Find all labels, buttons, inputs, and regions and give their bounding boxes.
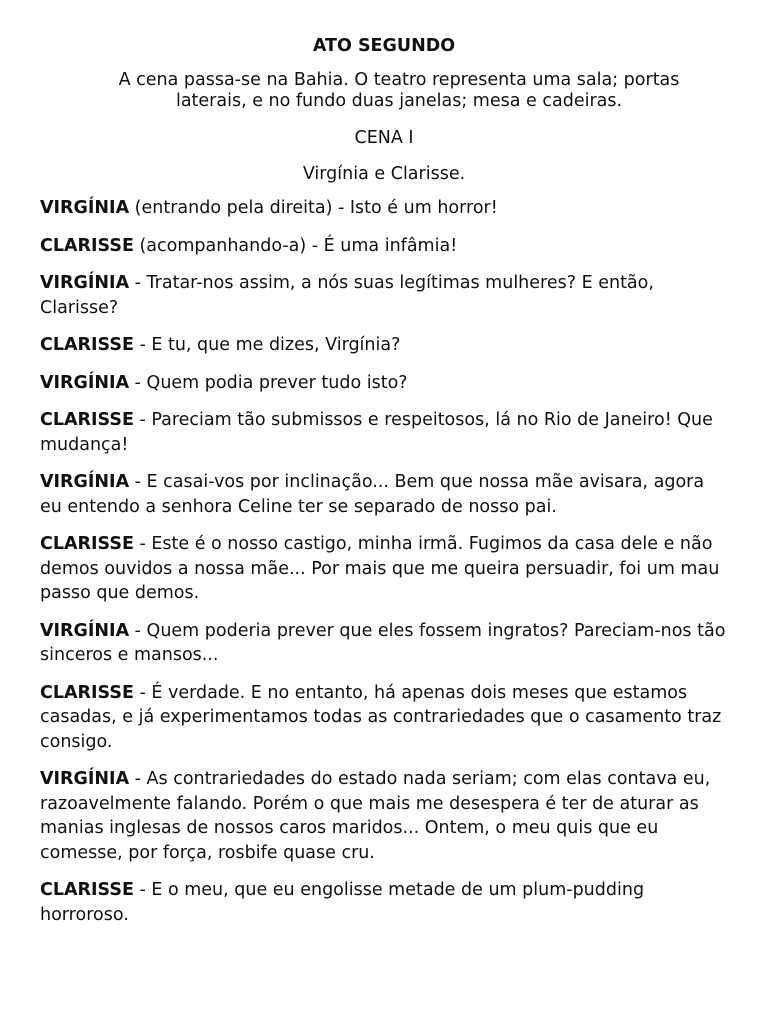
dialogue-line — [40, 619, 730, 668]
line-text: - E o meu, que eu engolisse metade de um plum-pudding horroroso. — [40, 880, 645, 925]
dialogue-line — [40, 681, 730, 755]
act-title: ATO SEGUNDO — [312, 36, 456, 56]
dialogue-line — [40, 408, 730, 457]
character-list: Virgínia e Clarisse. — [302, 164, 466, 184]
line-text: - E tu, que me dizes, Virgínia? — [133, 335, 401, 355]
stage-direction: A cena passa-se na Bahia. O teatro representa uma sala; portas laterais, e no fundo duas janelas; mesa e cadeiras. — [118, 70, 680, 111]
line-text: - Quem poderia prever que eles fossem ingratos? Pareciam-nos tão sinceros e mansos... — [40, 620, 726, 665]
speaker-name: VIRGÍNIA — [40, 273, 130, 293]
line-text: - Tratar-nos assim, a nós suas legítimas mulheres? E então, Clarisse? — [40, 273, 654, 318]
dialogue-line — [40, 234, 730, 259]
speaker-name: VIRGÍNIA — [40, 372, 130, 393]
speaker-name: CLARISSE — [40, 682, 134, 703]
dialogue-line — [40, 271, 730, 320]
dialogue-line — [40, 532, 730, 606]
line-text: - As contrariedades do estado nada seriam; com elas contava eu, razoavelmente falando. Porém o que mais me desespera é ter de aturar as manias inglesas de nossos caros maridos... Ontem, o meu quis que eu comesse, por força, rosbife quase cru. — [40, 769, 711, 863]
line-text: - É verdade. E no entanto, há apenas dois meses que estamos casadas, e já experimentamos todas as contrariedades que o casamento traz consigo. — [40, 682, 722, 752]
speaker-name: CLARISSE — [40, 534, 134, 554]
dialogue — [40, 196, 730, 940]
line-text: - E casai-vos por inclinação... Bem que nossa mãe avisara, agora eu entendo a senhora Celine ter se separado de nosso pai. — [40, 472, 705, 517]
line-text: - Quem podia prever tudo isto? — [129, 372, 408, 393]
dialogue-line — [40, 470, 730, 519]
speaker-name: VIRGÍNIA — [40, 198, 130, 218]
speaker-name: CLARISSE — [40, 880, 134, 900]
dialogue-line — [40, 196, 730, 221]
line-text: - Este é o nosso castigo, minha irmã. Fugimos da casa dele e não demos ouvidos a nossa mãe... Por mais que me queira persuadir, foi um mau passo que demos. — [40, 534, 720, 603]
dialogue-line — [40, 767, 730, 865]
line-text: (acompanhando-a) - É uma infâmia! — [133, 235, 458, 256]
speaker-name: VIRGÍNIA — [40, 769, 130, 789]
scene-heading: CENA I — [354, 128, 414, 148]
speaker-name: VIRGÍNIA — [40, 472, 130, 492]
line-text: - Pareciam tão submissos e respeitosos, lá no Rio de Janeiro! Que mudança! — [40, 410, 713, 455]
dialogue-line — [40, 878, 730, 927]
line-text: (entrando pela direita) - Isto é um horror! — [129, 198, 498, 218]
dialogue-line — [40, 371, 730, 396]
speaker-name: VIRGÍNIA — [40, 620, 130, 641]
speaker-name: CLARISSE — [40, 410, 134, 430]
speaker-name: CLARISSE — [40, 335, 134, 355]
dialogue-line — [40, 333, 730, 358]
speaker-name: CLARISSE — [40, 235, 134, 256]
